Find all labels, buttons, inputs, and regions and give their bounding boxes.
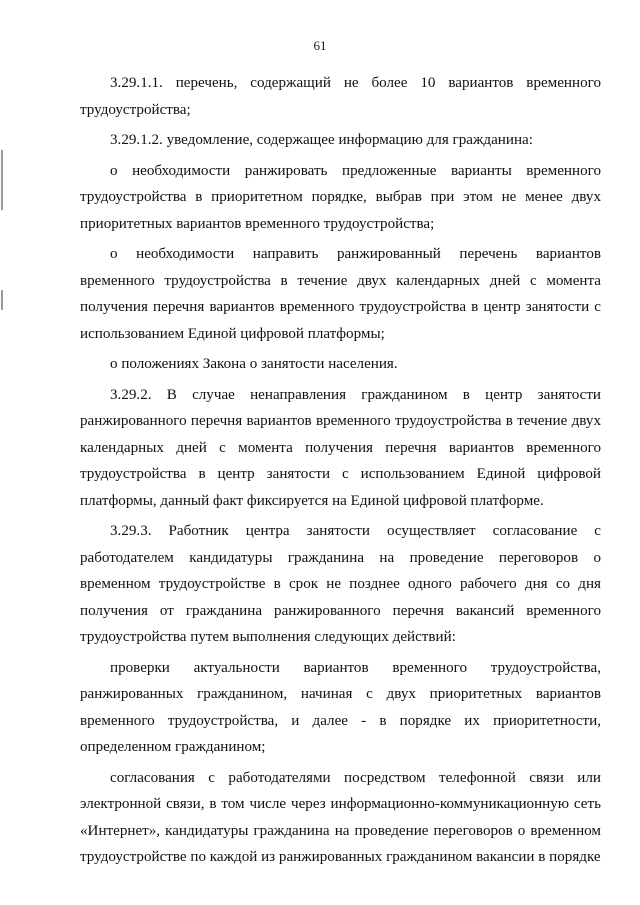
paragraph: 3.29.1.2. уведомление, содержащее информацию для гражданина: [110,132,533,148]
paragraph: о необходимости ранжировать предложенные варианты временного трудоустройства в приоритетном порядке, выбрав при этом не менее двух приоритетных вариантов временного трудоустройства; [80,162,601,232]
paragraph: 3.29.1.1. перечень, содержащий не более 10 вариантов временного трудоустройства; [80,75,601,118]
scan-edge-mark [1,290,3,310]
document-body [80,70,601,875]
paragraph: о положениях Закона о занятости населения. [110,356,398,372]
paragraph: согласования с работодателями посредством телефонной связи или электронной связи, в том числе через информационно-коммуникационную сеть «Интернет», кандидатуры гражданина на проведение переговоров о временном трудоустройстве по каждой из ранжированных гражданином вакансии в порядке [80,769,601,865]
paragraph: 3.29.2. В случае ненаправления гражданином в центр занятости ранжированного перечня вариантов временного трудоустройства в течение двух календарных дней с момента получения перечня вариантов временного трудоустройства в центр занятости с использованием Единой цифровой платформы, данный факт фиксируется на Единой цифровой платформе. [80,386,601,509]
scan-edge-mark [1,150,3,210]
paragraph: 3.29.3. Работник центра занятости осуществляет согласование с работодателем кандидатуры гражданина на проведение переговоров о временном трудоустройстве в срок не позднее одного рабочего дня со дня получения от гражданина ранжированного перечня вакансий временного трудоустройства путем выполнения следующих действий: [80,523,601,645]
page-number: 61 [313,38,327,53]
paragraph: проверки актуальности вариантов временного трудоустройства, ранжированных гражданином, начиная с двух приоритетных вариантов временного трудоустройства, и далее - в порядке их приоритетности, определенном гражданином; [80,659,601,755]
paragraph: о необходимости направить ранжированный перечень вариантов временного трудоустройства в течение двух календарных дней с момента получения перечня вариантов временного трудоустройства в центр занятости с использованием Единой цифровой платформы; [80,246,601,342]
